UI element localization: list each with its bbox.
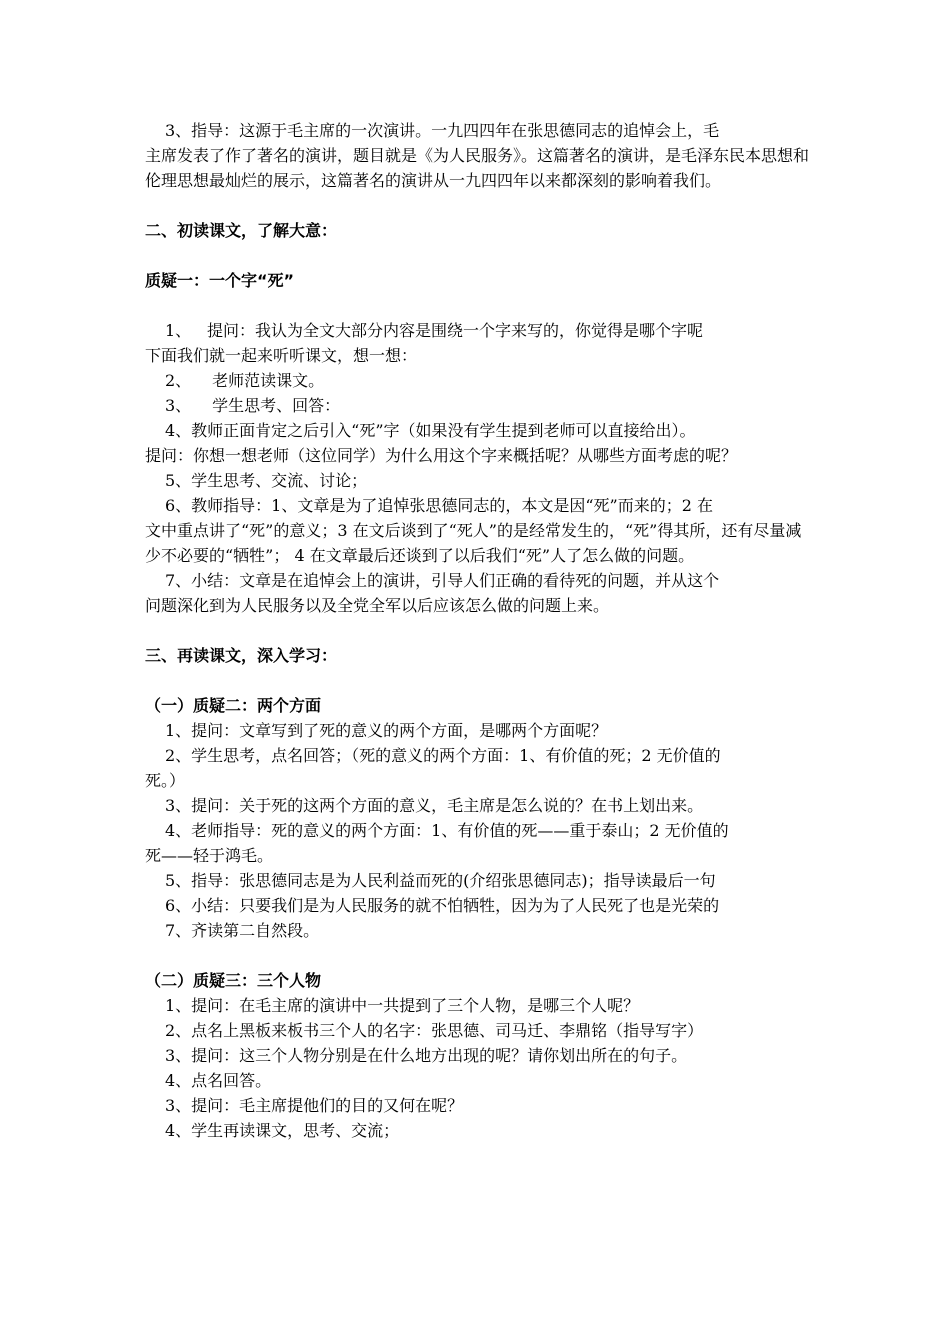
list-item: 4、老师指导：死的意义的两个方面：1、有价值的死——重于泰山；2 无价值的 死——轻于鸿毛。 [145, 821, 729, 865]
list-item: 1、 提问：我认为全文大部分内容是围绕一个字来写的，你觉得是哪个字呢 下面我们就一起来听听课文，想一想： [145, 321, 704, 365]
intro-first-line: 3、指导：这源于毛主席的一次演讲。一九四四年在张思德同志的追悼会上，毛 [165, 121, 720, 140]
list-item: 5、指导：张思德同志是为人民利益而死的(介绍张思德同志)；指导读最后一句 [165, 871, 716, 890]
section3-heading: 三、再读课文，深入学习： [145, 646, 338, 665]
list-item: 4、学生再读课文，思考、交流； [165, 1121, 400, 1140]
document-page [145, 118, 810, 1143]
list-item: 7、齐读第二自然段。 [165, 921, 320, 940]
list-item: 6、小结：只要我们是为人民服务的就不怕牺牲，因为为了人民死了也是光荣的 [165, 896, 720, 915]
section2-sub-heading: 质疑一：一个字“死” [145, 271, 295, 290]
list-item: 3、提问：毛主席提他们的目的又何在呢？ [165, 1096, 464, 1115]
list-item: 3、提问：关于死的这两个方面的意义，毛主席是怎么说的？在书上划出来。 [165, 796, 704, 815]
list-item: 2、点名上黑板来板书三个人的名字：张思德、司马迁、李鼎铭（指导写字） [165, 1021, 704, 1040]
list-item: 7、小结：文章是在追悼会上的演讲，引导人们正确的看待死的问题，并从这个 问题深化到为人民服务以及全党全军以后应该怎么做的问题上来。 [145, 571, 720, 615]
list-item: 5、学生思考、交流、讨论； [165, 471, 368, 490]
intro-rest: 主席发表了作了著名的演讲，题目就是《为人民服务》。这篇著名的演讲，是毛泽东民本思想和伦理思想最灿烂的展示，这篇著名的演讲从一九四四年以来都深刻的影响着我们。 [145, 146, 810, 190]
list-item: 3、提问：这三个人物分别是在什么地方出现的呢？请你划出所在的句子。 [165, 1046, 688, 1065]
list-item: 1、提问：文章写到了死的意义的两个方面，是哪两个方面呢？ [165, 721, 608, 740]
section3-sub1-heading: （一）质疑二：两个方面 [145, 696, 322, 715]
list-item: 2、 老师范读课文。 [165, 371, 325, 390]
list-item: 6、教师指导：1、文章是为了追悼张思德同志的，本文是因“死”而来的；2 在 文中重点讲了“死”的意义；3 在文后谈到了“死人”的是经常发生的，“死”得其所，还有尽量减少不必要的“牺牲”； 4 在文章最后还谈到了以后我们“死”人了怎么做的问题。 [145, 496, 802, 565]
section3-sub2-heading: （二）质疑三：三个人物 [145, 971, 322, 990]
list-item: 1、提问：在毛主席的演讲中一共提到了三个人物，是哪三个人呢？ [165, 996, 640, 1015]
list-item: 2、学生思考，点名回答；（死的意义的两个方面：1、有价值的死；2 无价值的 死。） [145, 746, 721, 790]
list-item: 4、教师正面肯定之后引入“死”字（如果没有学生提到老师可以直接给出）。 提问：你想一想老师（这位同学）为什么用这个字来概括呢？从哪些方面考虑的呢？ [145, 421, 738, 465]
section2-heading: 二、初读课文，了解大意： [145, 221, 338, 240]
list-item: 3、 学生思考、回答： [165, 396, 341, 415]
intro-paragraph [145, 118, 810, 193]
list-item: 4、点名回答。 [165, 1071, 272, 1090]
